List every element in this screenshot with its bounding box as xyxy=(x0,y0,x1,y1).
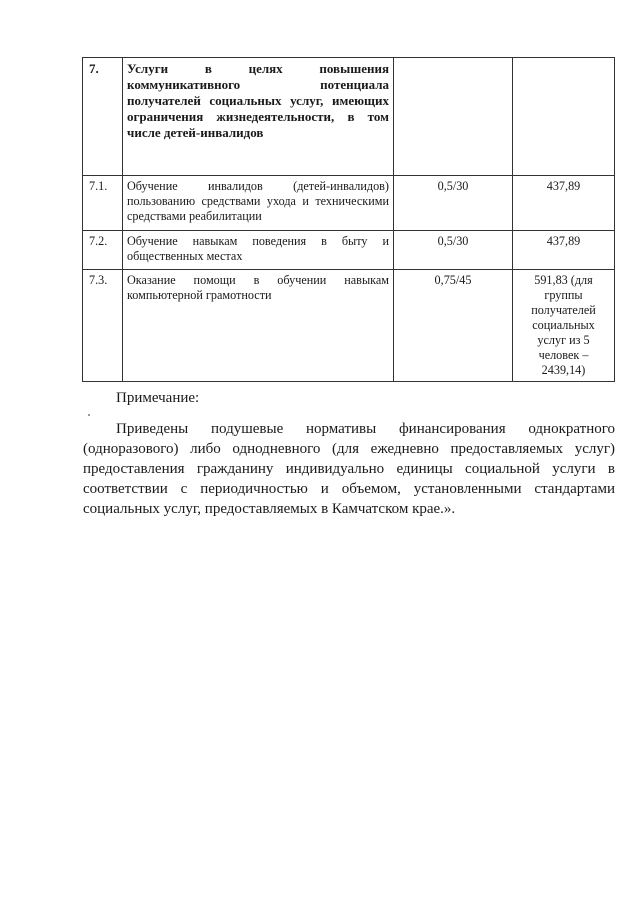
note-title: Примечание: xyxy=(116,390,200,406)
services-table xyxy=(82,57,615,382)
row-number: 7.1. xyxy=(83,176,123,231)
row-service-name: Обучение навыкам поведения в быту и общественных местах xyxy=(123,231,394,270)
row-norm: 0,5/30 xyxy=(394,231,513,270)
row-service-name: Оказание помощи в обучении навыкам компьютерной грамотности xyxy=(123,270,394,382)
table-row xyxy=(83,176,615,231)
section-title: Услуги в целях повышения коммуникативного потенциала получателей социальных услуг, имеющих ограничения жизнедеятельности, в том числе детей-инвалидов xyxy=(123,58,394,176)
section-row xyxy=(83,58,615,176)
section-norm-cell xyxy=(394,58,513,176)
row-service-name: Обучение инвалидов (детей-инвалидов) пользованию средствами ухода и техническими средствами реабилитации xyxy=(123,176,394,231)
row-norm: 0,5/30 xyxy=(394,176,513,231)
row-number: 7.2. xyxy=(83,231,123,270)
row-norm: 0,75/45 xyxy=(394,270,513,382)
table-row xyxy=(83,270,615,382)
section-cost-cell xyxy=(513,58,615,176)
row-cost: 591,83 (для группы получателей социальных услуг из 5 человек – 2439,14) xyxy=(513,270,615,382)
row-number: 7.3. xyxy=(83,270,123,382)
row-cost: 437,89 xyxy=(513,176,615,231)
row-cost: 437,89 xyxy=(513,231,615,270)
table-row xyxy=(83,231,615,270)
note-text: Приведены подушевые нормативы финансирования однократного (одноразового) либо однодневного (для ежедневно предоставляемых услуг) предоставления гражданину индивидуально единицы социальной услуги в соответствии с периодичностью и объемом, установленными стандартами социальных услуг, предоставляемых в Камчатском крае.». xyxy=(83,421,615,517)
scan-mark xyxy=(88,414,90,416)
section-number: 7. xyxy=(83,58,123,176)
